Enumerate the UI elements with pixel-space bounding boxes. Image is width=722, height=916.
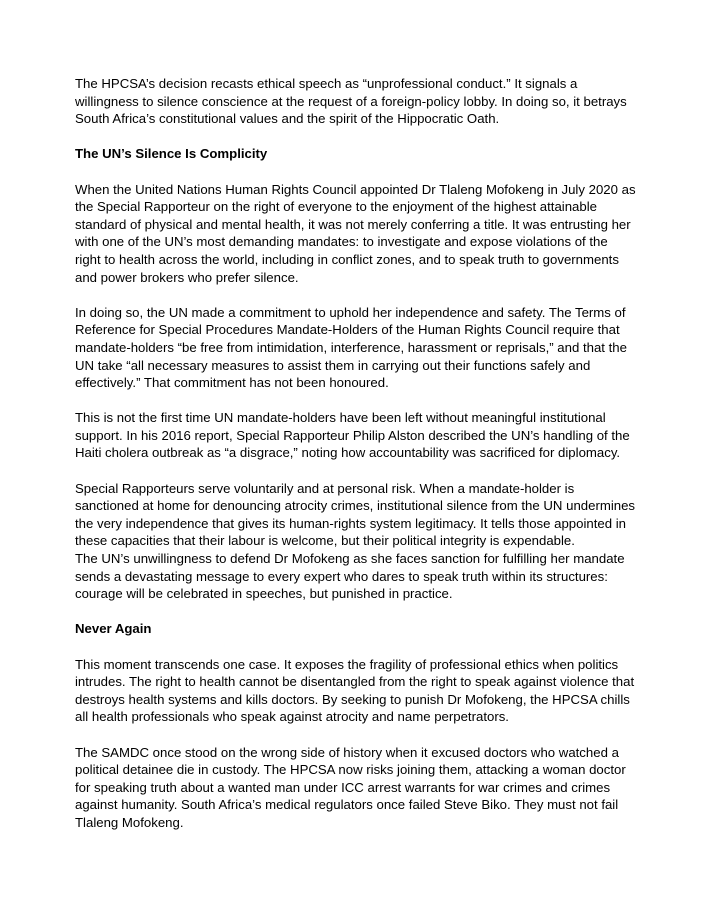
text-line: right to health across the world, including in conflict zones, and to speak truth to governments — [75, 251, 619, 267]
paragraph-samdc-history — [75, 744, 675, 832]
paragraph-moment-transcends — [75, 656, 675, 726]
text-line: for speaking truth about a wanted man under ICC arrest warrants for war crimes and crimes — [75, 779, 611, 795]
text-line: Special Rapporteurs serve voluntarily and at personal risk. When a mandate-holder is — [75, 480, 575, 496]
paragraph-not-first-time — [75, 409, 675, 462]
text-line: mandate-holders “be free from intimidation, interference, harassment or reprisals,” and that the — [75, 339, 627, 355]
text-line: these capacities that their labour is welcome, but their political integrity is expendable. — [75, 533, 575, 549]
text-line: sends a devastating message to every expert who dares to speak truth within its structures: — [75, 568, 608, 584]
text-line: The UN’s unwillingness to defend Dr Mofokeng as she faces sanction for fulfilling her mandate — [75, 551, 625, 567]
text-line: intrudes. The right to health cannot be disentangled from the right to speak against violence that — [75, 674, 635, 690]
text-line: support. In his 2016 report, Special Rapporteur Philip Alston described the UN’s handling of the — [75, 427, 630, 443]
section-heading-un-silence: The UN’s Silence Is Complicity — [75, 146, 268, 162]
text-line: with one of the UN’s most demanding mandates: to investigate and expose violations of the — [75, 234, 608, 250]
text-line: and power brokers who prefer silence. — [75, 269, 299, 285]
text-line: Haiti cholera outbreak as “a disgrace,” noting how accountability was sacrificed for diplomacy. — [75, 445, 621, 461]
text-line: Tlaleng Mofokeng. — [75, 814, 184, 830]
text-line: the very independence that gives its human-rights system legitimacy. It tells those appointed in — [75, 515, 626, 531]
paragraph-un-unwillingness — [75, 550, 675, 603]
text-line: UN take “all necessary measures to assist them in carrying out their functions safely and — [75, 357, 591, 373]
text-line: destroys health systems and kills doctors. By seeking to punish Dr Mofokeng, the HPCSA chills — [75, 691, 630, 707]
text-line: political detainee die in custody. The HPCSA now risks joining them, attacking a woman doctor — [75, 762, 626, 778]
text-line: This is not the first time UN mandate-holders have been left without meaningful institutional — [75, 410, 606, 426]
text-line: the Special Rapporteur on the right of everyone to the enjoyment of the highest attainable — [75, 199, 597, 215]
paragraph-un-commitment — [75, 304, 675, 392]
text-line: In doing so, the UN made a commitment to uphold her independence and safety. The Terms of — [75, 304, 626, 320]
text-line: standard of physical and mental health, it was not merely conferring a title. It was entrusting her — [75, 216, 631, 232]
text-line: sanctioned at home for denouncing atrocity crimes, institutional silence from the UN undermines — [75, 498, 636, 514]
paragraph-un-appointment — [75, 181, 675, 287]
text-line: all health professionals who speak against atrocity and name perpetrators. — [75, 709, 509, 725]
text-line: This moment transcends one case. It exposes the fragility of professional ethics when politics — [75, 656, 619, 672]
text-line: South Africa’s constitutional values and the spirit of the Hippocratic Oath. — [75, 111, 500, 127]
paragraph-hpcsa-decision — [75, 75, 675, 128]
text-line: When the United Nations Human Rights Council appointed Dr Tlaleng Mofokeng in July 2020 as — [75, 181, 636, 197]
section-heading-never-again: Never Again — [75, 621, 152, 637]
text-line: courage will be celebrated in speeches, but punished in practice. — [75, 586, 453, 602]
text-line: against humanity. South Africa’s medical regulators once failed Steve Biko. They must not fail — [75, 797, 619, 813]
text-line: effectively.” That commitment has not been honoured. — [75, 375, 389, 391]
text-line: The SAMDC once stood on the wrong side of history when it excused doctors who watched a — [75, 744, 619, 760]
text-line: willingness to silence conscience at the request of a foreign-policy lobby. In doing so, it betrays — [75, 93, 627, 109]
text-line: The HPCSA’s decision recasts ethical speech as “unprofessional conduct.” It signals a — [75, 76, 578, 91]
paragraph-special-rapporteurs — [75, 480, 675, 550]
document-page — [75, 75, 675, 849]
text-line: Reference for Special Procedures Mandate-Holders of the Human Rights Council require that — [75, 322, 620, 338]
